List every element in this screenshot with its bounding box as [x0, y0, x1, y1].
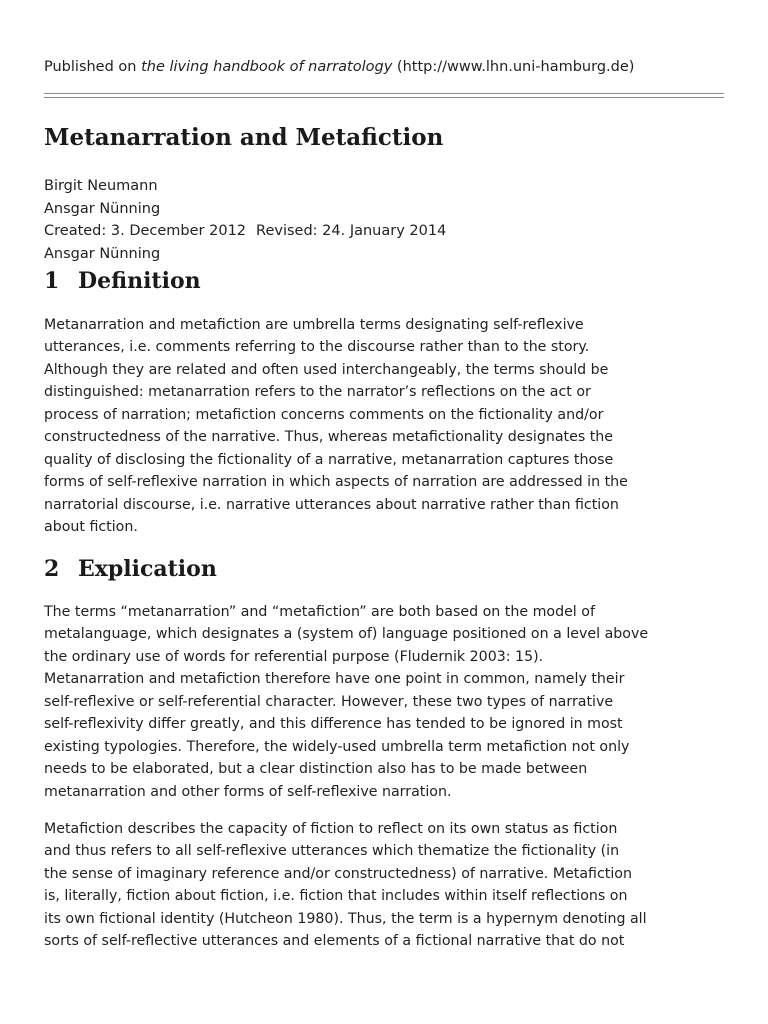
paragraph-line: self-reflexive or self-referential character. However, these two types of narrative [44, 693, 614, 710]
paragraph-line: utterances, i.e. comments referring to the discourse rather than to the story. [44, 339, 590, 356]
section-title: Explication [78, 556, 217, 582]
paragraph-line: The terms “metanarration” and “metafiction” are both based on the model of [44, 604, 595, 620]
paragraph-line: is, literally, fiction about fiction, i.e. fiction that includes within itself reflections on [44, 888, 628, 905]
paragraph [44, 314, 734, 539]
created-date: Created: 3. December 2012 [44, 223, 247, 239]
section-number: 1 [44, 268, 60, 294]
paragraph-line: Metanarration and metafiction are umbrella terms designating self-reflexive [44, 317, 584, 333]
paragraph-line: the ordinary use of words for referential purpose (Fludernik 2003: 15). [44, 648, 544, 665]
paragraph-line: needs to be elaborated, but a clear distinction also has to be made between [44, 761, 588, 778]
section-heading-definition [44, 268, 201, 294]
dates-line [44, 220, 446, 243]
paragraph-line: forms of self-reflexive narration in which aspects of narration are addressed in the [44, 474, 628, 491]
published-prefix: Published on [44, 59, 137, 75]
paragraph-line: constructedness of the narrative. Thus, whereas metafictionality designates the [44, 429, 614, 446]
reviser-name: Ansgar Nünning [44, 245, 161, 262]
author-2: Ansgar Nünning [44, 200, 161, 217]
paragraph-line: Although they are related and often used interchangeably, the terms should be [44, 361, 609, 378]
paragraph-line: about fiction. [44, 519, 138, 536]
article-meta [44, 175, 446, 265]
paragraph-line: quality of disclosing the fictionality of a narrative, metanarration captures those [44, 451, 614, 468]
page-title: Metanarration and Metafiction [44, 124, 444, 151]
site-name: the living handbook of narratology [141, 59, 393, 75]
author-1: Birgit Neumann [44, 178, 158, 194]
paragraph [44, 818, 734, 953]
section-heading-explication [44, 556, 217, 582]
paragraph-line: narratorial discourse, i.e. narrative utterances about narrative rather than fiction [44, 496, 619, 513]
paragraph-line: and thus refers to all self-reflexive utterances which thematize the fictionality (in [44, 843, 620, 860]
paragraph-line: its own fictional identity (Hutcheon 1980). Thus, the term is a hypernym denoting all [44, 910, 647, 927]
paragraph [44, 601, 734, 803]
paragraph-line: metanarration and other forms of self-reflexive narration. [44, 783, 452, 800]
paragraph-line: Metafiction describes the capacity of fiction to reflect on its own status as fiction [44, 821, 618, 837]
section-number: 2 [44, 556, 60, 582]
paragraph-line: metalanguage, which designates a (system of) language positioned on a level above [44, 626, 649, 643]
section-title: Definition [78, 268, 201, 294]
site-url: (http://www.lhn.uni-hamburg.de) [396, 59, 635, 75]
paragraph-line: sorts of self-reflective utterances and elements of a fictional narrative that do not [44, 933, 625, 950]
paragraph-line: Metanarration and metafiction therefore have one point in common, namely their [44, 671, 625, 688]
paragraph-line: distinguished: metanarration refers to the narrator’s reflections on the act or [44, 384, 591, 401]
paragraph-line: the sense of imaginary reference and/or constructedness) of narrative. Metafiction [44, 865, 632, 882]
publication-line [44, 59, 634, 75]
paragraph-line: self-reflexivity differ greatly, and this difference has tended to be ignored in most [44, 716, 623, 733]
header-divider [44, 93, 724, 98]
paragraph-line: process of narration; metafiction concerns comments on the fictionality and/or [44, 406, 604, 423]
paragraph-line: existing typologies. Therefore, the widely-used umbrella term metafiction not only [44, 738, 630, 755]
revised-date: Revised: 24. January 2014 [256, 223, 447, 239]
